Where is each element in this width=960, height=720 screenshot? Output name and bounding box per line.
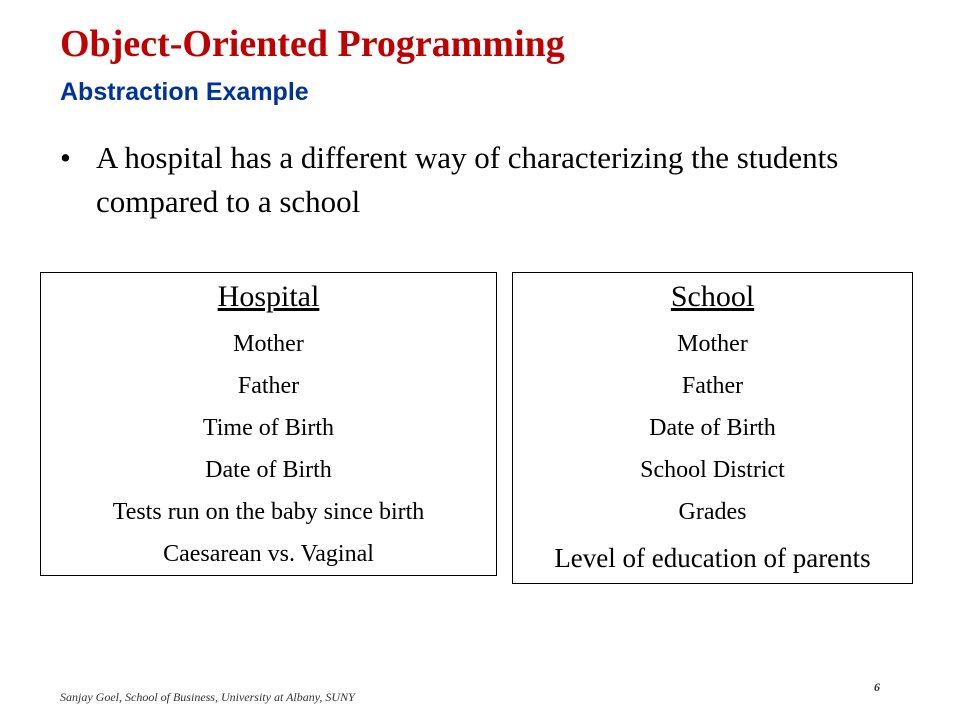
school-item: Date of Birth bbox=[649, 415, 776, 441]
hospital-box bbox=[40, 272, 497, 576]
school-box bbox=[512, 272, 913, 584]
hospital-item: Caesarean vs. Vaginal bbox=[163, 541, 374, 567]
hospital-heading: Hospital bbox=[217, 280, 320, 313]
hospital-item: Father bbox=[237, 373, 300, 399]
school-item: School District bbox=[640, 457, 785, 483]
school-item: Grades bbox=[678, 499, 747, 525]
bullet-point bbox=[60, 136, 920, 224]
school-heading: School bbox=[670, 280, 755, 313]
hospital-item: Mother bbox=[233, 331, 304, 357]
school-item: Father bbox=[681, 373, 744, 399]
page-number: 6 bbox=[874, 680, 880, 694]
bullet-icon: • bbox=[60, 140, 71, 175]
slide-title: Object-Oriented Programming bbox=[60, 23, 565, 65]
footer-credit: Sanjay Goel, School of Business, University at Albany, SUNY bbox=[60, 690, 355, 704]
hospital-item: Time of Birth bbox=[202, 415, 335, 441]
school-item: Mother bbox=[677, 331, 748, 357]
school-item: Level of education of parents bbox=[554, 543, 871, 573]
slide-subtitle: Abstraction Example bbox=[60, 78, 309, 106]
bullet-text: A hospital has a different way of characterizing the students compared to a school bbox=[96, 140, 839, 219]
hospital-item: Date of Birth bbox=[205, 457, 332, 483]
hospital-item: Tests run on the baby since birth bbox=[112, 499, 425, 525]
